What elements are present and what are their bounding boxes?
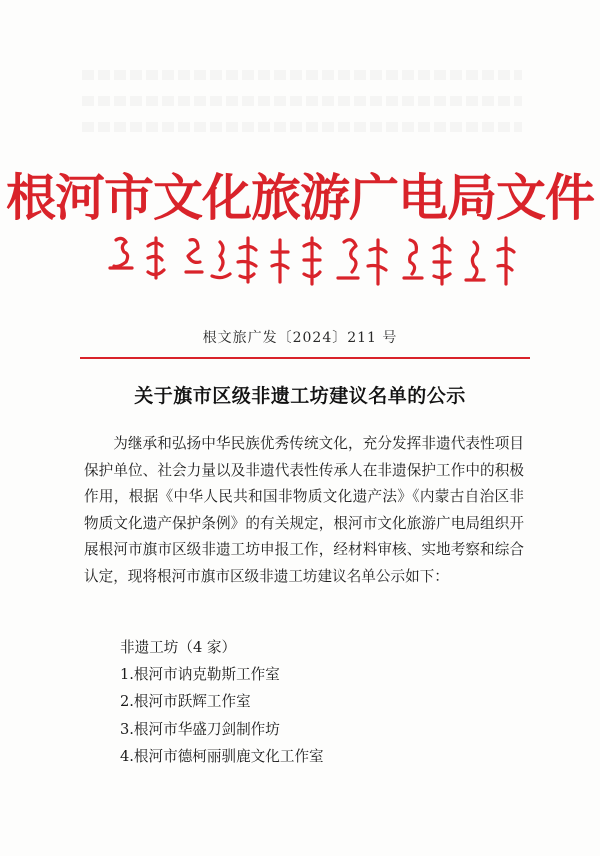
list-heading: 非遗工坊（4 家） <box>120 639 237 656</box>
document-number: 根文旅广发〔2024〕211 号 <box>202 330 398 346</box>
show-through-line <box>82 122 522 132</box>
mongolian-script-heading-icon <box>108 232 520 290</box>
workshop-list <box>120 634 540 770</box>
issuer-title: 根河市文化旅游广电局文件 <box>6 168 594 227</box>
list-item: 3.根河市华盛刀剑制作坊 <box>120 720 280 738</box>
show-through-line <box>82 96 522 106</box>
notice-body: 为继承和弘扬中华民族优秀传统文化，充分发挥非遗代表性项目保护单位、社会力量以及非遗代表性传承人在非遗保护工作中的积极作用，根据《中华人民共和国非物质文化遗产法》《内蒙古自治区非物质文化遗产保护条例》的有关规定，根河市文化旅游广电局组织开展根河市旗市区级非遗工坊申报工作，经材料审核、实地考察和综合认定，现将根河市旗市区级非遗工坊建议名单公示如下： <box>84 435 524 585</box>
list-item: 1.根河市讷克勒斯工作室 <box>120 666 280 684</box>
list-item: 2.根河市跃辉工作室 <box>120 693 251 711</box>
mongolian-script-svg <box>108 232 520 290</box>
list-item: 4.根河市德柯丽驯鹿文化工作室 <box>120 747 324 765</box>
show-through-line <box>82 70 522 80</box>
notice-title: 关于旗市区级非遗工坊建议名单的公示 <box>134 385 466 407</box>
red-divider-line <box>80 357 530 359</box>
